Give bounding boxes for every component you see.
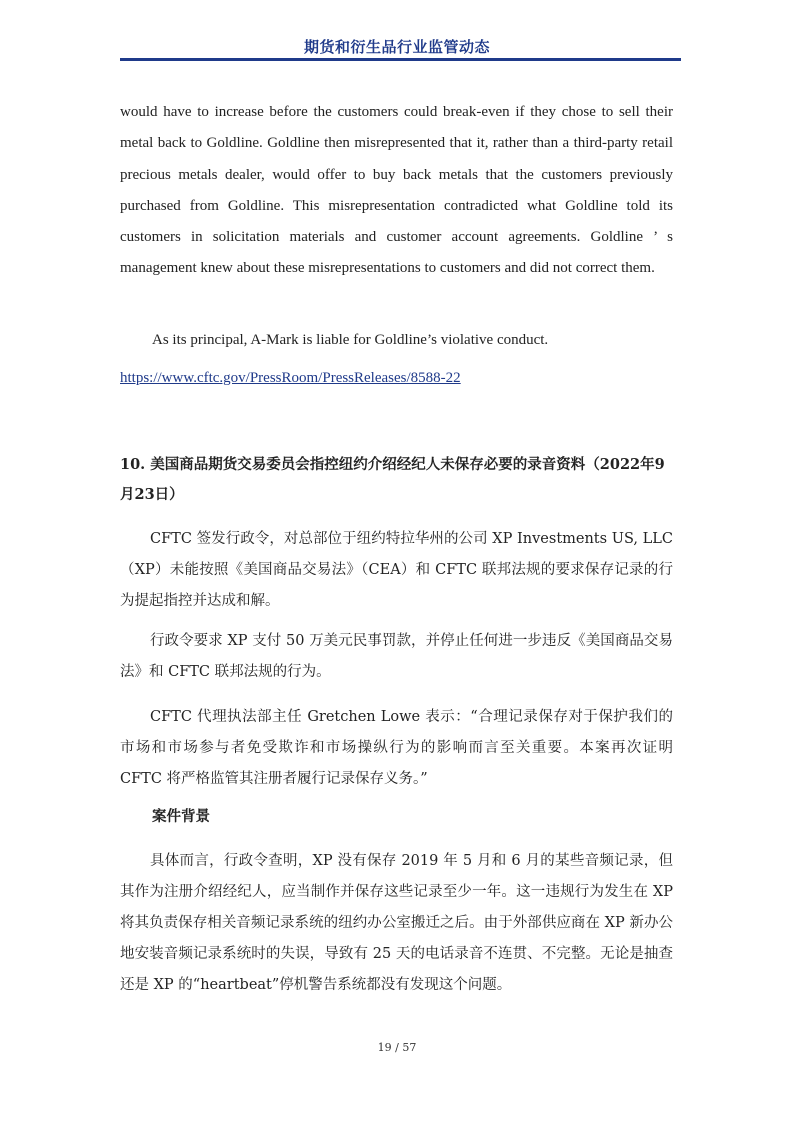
paragraph-cn-2: 行政令要求 XP 支付 50 万美元民事罚款，并停止任何进一步违反《美国商品交易法》和 CFTC 联邦法规的行为。 <box>120 633 673 680</box>
page-number: 19 / 57 <box>377 1041 417 1054</box>
paragraph-cn-1: CFTC 签发行政令，对总部位于纽约特拉华州的公司 XP Investments US, LLC（XP）未能按照《美国商品交易法》（CEA）和 CFTC 联邦法规的要求保存记录的行为提起指控并达成和解。 <box>120 531 673 609</box>
page-header-title: 期货和衍生品行业监管动态 <box>303 38 490 56</box>
paragraph-principal: As its principal, A-Mark is liable for Goldline’s violative conduct. <box>152 332 549 348</box>
paragraph-cn-3: CFTC 代理执法部主任 Gretchen Lowe 表示：“合理记录保存对于保护我们的市场和市场参与者免受欺诈和市场操纵行为的影响而言至关重要。本案再次证明 CFTC 将严格监管其注册者履行记录保存义务。” <box>120 709 673 787</box>
paragraph-continued: would have to increase before the customers could break-even if they chose to sell their metal back to Goldline. Goldline then misrepresented that it, rather than a third-party retail precious metals dealer, would offer to buy back metals that the customers previously purchased from Goldline. This misrepresentation contradicted what Goldline told its customers in solicitation materials and customer account agreements. Goldline ’ s management knew about these misrepresentations to customers and did not correct them. <box>120 104 673 277</box>
press-release-link[interactable]: https://www.cftc.gov/PressRoom/PressReleases/8588-22 <box>120 370 461 386</box>
sub-heading-case-background: 案件背景 <box>152 808 210 825</box>
header-divider <box>120 58 681 61</box>
section-heading: 10. 美国商品期货交易委员会指控纽约介绍经纪人未保存必要的录音资料（2022年9月23日） <box>120 456 665 503</box>
paragraph-cn-4: 具体而言，行政令查明，XP 没有保存 2019 年 5 月和 6 月的某些音频记录，但其作为注册介绍经纪人，应当制作并保存这些记录至少一年。这一违规行为发生在 XP 将其负责保存相关音频记录系统的纽约办公室搬迁之后。由于外部供应商在 XP 新办公地安装音频记录系统时的失误，导致有 25 天的电话录音不连贯、不完整。无论是抽查还是 XP 的“heartbeat”停机警告系统都没有发现这个问题。 <box>120 853 673 993</box>
